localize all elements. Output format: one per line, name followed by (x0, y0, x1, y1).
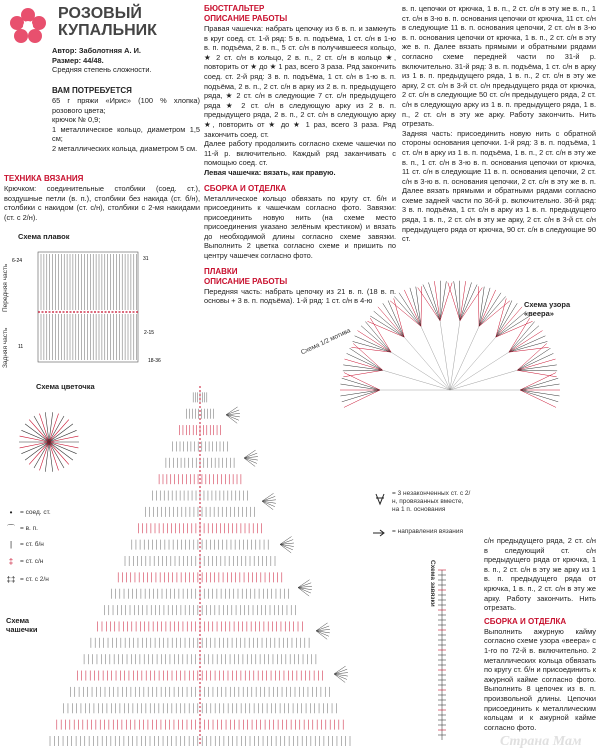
briefs-scheme-diagram (8, 244, 168, 374)
author-line: Автор: Заболотняя А. И. (52, 46, 141, 55)
front-part-text: в. п. цепочки от крючка, 1 в. п., 2 ст. с/н в эту же в. п., 1 ст. с/н в 3-ю в. п. основания цепочки от крючка, 11 ст. с/н в следующие 11 в. п. основания цепочки, 2 ст. с/н в 3-ю в. п. основания цепочки от крючка, 1 в. п., 2 ст. с/н в эту же в. п. Далее вязать прямыми и обратными рядами согласно схеме передней части по 31-й р. включительно. 31-й ряд: 3 в. п. подъёма, 1 ст. с/н в арку из 1 в. п. предыдущего ряда, 1 в. п., 2 ст. с/н в эту же арку, 2 ст. с/н в 3-й ст. с/н предыдущего ряда от крючка, 2 ст. с/н в следующие 50 ст. с/н предыдущего ряда, 2 ст. с/н в следующую арку из 1 в. п. предыдущего ряда, 1 в. п., 2 ст. с/н в эту же арку. Работу закончить. Нить отрезать. (402, 4, 596, 129)
materials-item: 65 г пряжи «Ирис» (100 % хлопка) розового цвета; (52, 96, 200, 115)
ties-scheme-diagram (436, 570, 448, 740)
fan-spoke (450, 337, 496, 390)
fan-stitch (344, 359, 382, 370)
legend-symbol: ‡‡ (6, 574, 16, 584)
fan-stitch (517, 348, 550, 370)
fan-stitch (517, 370, 557, 371)
size-line: Размер: 44/48. (52, 55, 104, 65)
fan-stitch (353, 343, 383, 370)
fan-spoke (450, 321, 460, 390)
bra-header: БЮСТГАЛЬТЕР (204, 4, 265, 13)
legend-symbol: | (9, 539, 13, 549)
assembly-bottom-column (484, 536, 596, 732)
scheme-half-label: Схема 1/2 мотива (300, 327, 352, 357)
fan-stitch (374, 311, 404, 337)
fan-stitch (342, 390, 380, 402)
fan-stitch (517, 370, 556, 377)
assembly-header: СБОРКА И ОТДЕЛКА (204, 183, 287, 193)
briefs-column (402, 4, 596, 244)
direction-arrow-icon (372, 528, 386, 538)
fan-stitch (440, 283, 452, 321)
row-label: 31 (143, 256, 149, 262)
legend-text: = ст. с/н (20, 557, 44, 565)
scheme-cup-label: Схема чашечки (6, 616, 38, 634)
fan-stitch (479, 293, 501, 326)
fan-stitch (383, 303, 404, 337)
technique-block (4, 174, 200, 222)
fan-stitch (454, 281, 460, 321)
fan-stitch (367, 321, 404, 337)
fan-spoke (404, 337, 450, 390)
fan-stitch (343, 370, 383, 371)
technique-header: ТЕХНИКА ВЯЗАНИЯ (4, 174, 84, 183)
decrease-symbol-icon (374, 492, 386, 506)
fan-stitch (479, 296, 506, 326)
legend-direction-text: = направления вязания (392, 528, 464, 535)
fan-stitch (399, 293, 421, 326)
fan-stitch (496, 311, 526, 337)
legend-symbol: ⌒ (7, 523, 15, 533)
materials-header: ВАМ ПОТРЕБУЕТСЯ (52, 86, 132, 95)
scheme-ties-label: Схема завязки (429, 560, 436, 607)
assembly-bottom-text-2: Выполнить ажурную кайму согласно схеме узора «веера» с 1-го по 72-й в. включительно. 2 металлических кольца обвязать по кругу ст. б/н и присоединить к ажурной кайме согласно фото. Выполнить 8 цепочек из в. п. произвольной длины. Цепочки присоединить к металлическим кольцам и к ажурной кайме согласно фото. (484, 626, 596, 732)
fan-stitch (520, 390, 558, 402)
fan-stitch (479, 288, 490, 326)
fan-stitch (440, 281, 446, 321)
scheme-flower-label: Схема цветочка (36, 382, 95, 391)
left-cup-text: Левая чашечка: вязать, как правую. (204, 167, 336, 177)
technique-text: Крючком: соединительные столбики (соед. ст.), воздушные петли (в. п.), столбики без накида (ст. б/н), столбики с накидом (ст. с/н), столбики с 2-мя накидами (ст. с 2/н). (4, 184, 200, 222)
fan-stitch (448, 283, 460, 321)
fan-stitch (520, 378, 558, 390)
fan-stitch (517, 359, 555, 370)
legend-symbol: • (9, 507, 13, 517)
legend-text: = в. п. (20, 524, 38, 532)
materials-item: 1 металлическое кольцо, диаметром 1,5 см; (52, 124, 200, 144)
scheme-fan-label: Схема узора «веера» (524, 300, 571, 318)
page-title: РОЗОВЫЙ КУПАЛЬНИК (58, 5, 157, 39)
fan-stitch (342, 378, 380, 390)
watermark: Страна Мам (500, 734, 582, 749)
briefs-text: Передняя часть: набрать цепочку из 21 в. п. (18 в. п. основы + 3 в. п. подъёма). 1-й ряд: 1 ст. с/н в 4-ю (204, 286, 396, 306)
fan-stitch (350, 348, 383, 370)
scheme-briefs-label: Схема плавок (18, 232, 70, 241)
legend-text: = ст. с 2/н (20, 575, 49, 583)
bra-text-2: Далее работу продолжить согласно схеме чашечки по 11-й р. включительно. Каждый ряд заканчивать с помощью соед. ст. (204, 139, 396, 168)
materials-item: крючок № 0,9; (52, 115, 101, 125)
row-label: 2-15 (144, 330, 155, 336)
difficulty-line: Средняя степень сложности. (52, 65, 152, 75)
fan-stitch (428, 282, 440, 320)
fan-spoke (383, 370, 450, 390)
legend-text: = соед. ст. (20, 508, 51, 516)
briefs-header: ПЛАВКИ (204, 266, 238, 276)
assembly-text: Металлическое кольцо обвязать по кругу ст. б/н и присоединить к чашечкам согласно фото. Завязки: присоединить новую нить (на схеме место присоединения указано зелёным крестиком) и вязать до необходимой длины согласно схеме завязки. Выполнить 2 цветка согласно схеме и пришить по центру чашечек согласно фото. (204, 193, 396, 261)
fan-spoke (450, 370, 517, 390)
row-label: 18-36 (148, 358, 161, 364)
fan-stitch (496, 321, 533, 337)
back-part-text: Задняя часть: присоединить новую нить с обратной стороны основания цепочки. 1-й ряд: 3 в. п. подъёма, 1 ст. с/н в арку из 1 в. п. подъёма, 1 в. п., 2 ст. с/н в эту же в. п., 1 ст. с/н в 3-ю в. п. основания цепочки от крючка, 11 ст. с/н в следующие 11 в. п. основания цепочки, 2 ст. с/н в 3-ю в. п. основания цепочки, 2 ст. с/н в эту же в. п. Далее вязать прямыми и обратными рядами согласно схеме задней части по 36-й р. включительно. 36-й ряд: 3 в. п. подъёма, 1 ст. с/н в арку из 1 в. п. предыдущего ряда, 1 в. п., 2 ст. с/н в эту же арку, 2 ст. с/н в 3-й ст. с/н предыдущего ряда от крючка, 90 ст. с/н в следующие 90 ст. (402, 128, 596, 244)
row-label: 6-24 (12, 258, 23, 264)
assembly-bottom-header: СБОРКА И ОТДЕЛКА (484, 616, 567, 626)
materials-block (52, 86, 200, 154)
materials-item: 2 металлических кольца, диаметром 5 см. (52, 143, 198, 153)
flower-logo-icon (8, 6, 48, 46)
fan-stitch (517, 343, 547, 370)
back-part-label: Задняя часть (2, 327, 9, 368)
legend-decrease-text: = 3 незаконченных ст. с 2/н, провязанных вместе, на 1 п. основания (392, 490, 471, 513)
fan-scheme-diagram (300, 250, 600, 480)
front-part-label: Передняя часть (2, 263, 9, 312)
legend-symbol: ‡ (8, 556, 14, 566)
row-label: 11 (18, 344, 24, 350)
briefs-work-header: ОПИСАНИЕ РАБОТЫ (204, 276, 288, 286)
legend-text: = ст. б/н (20, 540, 44, 548)
fan-spoke (440, 321, 450, 390)
fan-stitch (343, 370, 382, 377)
fan-stitch (410, 288, 421, 326)
fan-stitch (394, 296, 421, 326)
work-header: ОПИСАНИЕ РАБОТЫ (204, 14, 288, 23)
bra-text: Правая чашечка: набрать цепочку из 6 в. п. и замкнуть в круг соед. ст. 1-й ряд: 5 в. п. подъёма, 1 ст. с/н в 1-ю в. п. подъёма, 2 в. п., 5 ст. с/н в получившееся кольцо, ★ 2 ст. с/н в кольцо, 2 в. п., 2 ст. с/н в кольцо ★, повторить от ★ до ★ 1 раз, всего 3 раза. Ряд закончить соед. ст. 2-й ряд: 3 в. п. подъёма, 1 ст. с/н в 1-ю в. п. подъёма, 2 в. п., 2 ст. с/н в арку из 2 в. п. предыдущего ряда, ★ 2 ст. с/н в следующие 7 ст. с/н предыдущего ряда ★ 2 ст. с/н в следующую арку из 2 в. п. предыдущего ряда, 2 в. п., 2 ст. с/н в следующую арку ★, повторить от ★ до ★ 1 раз, всего 3 раза. Ряд закончить соед. ст. (204, 24, 396, 139)
assembly-bottom-text: с/н предыдущего ряда, 2 ст. с/н в следующий ст. с/н предыдущего ряда от крючка, 1 в. п., 2 ст. с/н в эту же арку из 1 в. п. предыдущего ряда от крючка, 1 в. п., 2 ст. с/н в эту же арку. Работу закончить. Нить отрезать. (484, 536, 596, 613)
fan-stitch (460, 282, 472, 320)
intro-block (52, 46, 202, 75)
fan-stitch (496, 303, 517, 337)
